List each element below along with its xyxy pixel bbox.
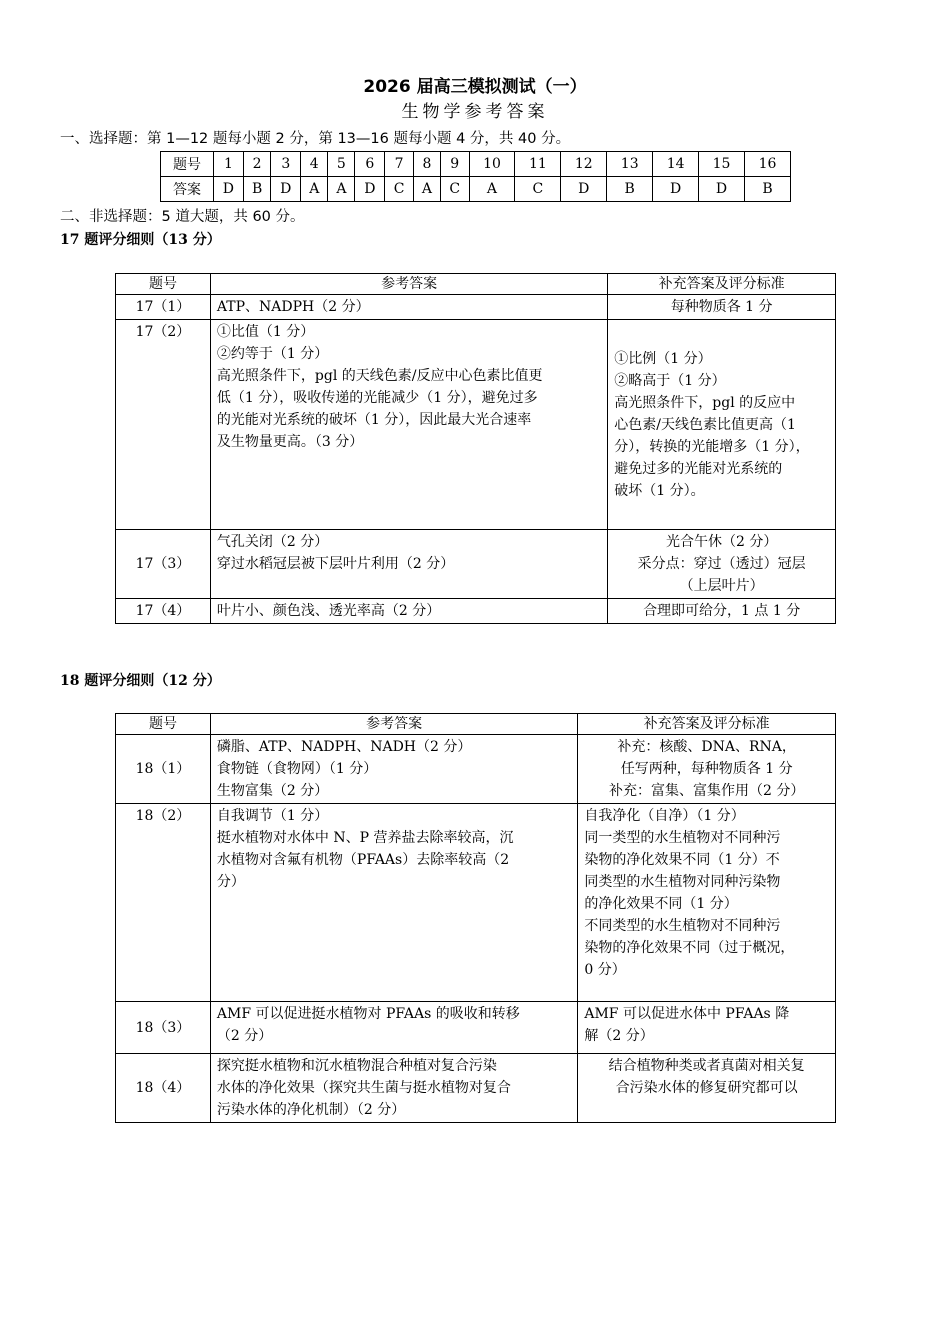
scoring-line: ②略高于（1 分） xyxy=(614,372,726,389)
answer-line: 水植物对含氟有机物（PFAAs）去除率较高（2 xyxy=(216,852,510,868)
answer-cell: C xyxy=(385,177,414,202)
reference-answer-cell xyxy=(210,320,607,530)
answer-cell: B xyxy=(243,177,271,202)
answer-line: ①比值（1 分） xyxy=(216,324,315,340)
reference-answer-cell xyxy=(210,1002,577,1054)
answer-line: 食物链（食物网）（1 分） xyxy=(216,761,378,777)
answer-cell: A xyxy=(301,177,328,202)
answer-line: 水体的净化效果（探究共生菌与挺水植物对复合 xyxy=(216,1080,511,1096)
answer-line: ATP、NADPH（2 分） xyxy=(216,299,370,315)
q17-row xyxy=(116,530,836,599)
q18-table xyxy=(115,713,836,1123)
scoring-line: 光合午休（2 分） xyxy=(665,534,778,550)
reference-answer-cell xyxy=(210,735,577,804)
q17-header-row xyxy=(116,274,836,295)
header-question-no: 题号 xyxy=(116,714,211,735)
answer-line: 高光照条件下，pgl 的天线色素/反应中心色素比值更 xyxy=(216,368,543,384)
question-no-cell: 18（1） xyxy=(116,735,211,804)
answer-cell: C xyxy=(515,177,561,202)
answer-cell: B xyxy=(744,177,790,202)
reference-answer-cell xyxy=(210,599,607,624)
answer-line: ②约等于（1 分） xyxy=(216,346,329,362)
answer-cell: D xyxy=(271,177,301,202)
answer-key-table xyxy=(160,151,791,202)
scoring-line: 同一类型的水生植物对不同种污 xyxy=(584,830,781,846)
question-number-cell: 1 xyxy=(214,152,244,177)
scoring-line: （上层叶片） xyxy=(679,578,764,594)
q18-header-row xyxy=(116,714,836,735)
q17-heading: 17 题评分细则（13 分） xyxy=(60,232,221,248)
scoring-line: 高光照条件下，pgl 的反应中 xyxy=(614,394,796,411)
scoring-line: ①比例（1 分） xyxy=(614,350,712,367)
scoring-line: 补充：核酸、DNA、RNA， xyxy=(617,739,796,755)
scoring-line: 合理即可给分，1 点 1 分 xyxy=(643,603,801,619)
scoring-line: 避免过多的光能对光系统的 xyxy=(614,460,783,477)
reference-answer-cell xyxy=(210,1054,577,1123)
header-reference-answer: 参考答案 xyxy=(210,714,577,735)
answer-line: 气孔关闭（2 分） xyxy=(216,534,329,550)
answer-line: 分） xyxy=(216,874,245,890)
q17-row xyxy=(116,599,836,624)
question-number-cell: 8 xyxy=(413,152,440,177)
question-number-cell: 4 xyxy=(301,152,328,177)
question-number-cell: 16 xyxy=(744,152,790,177)
question-no-cell: 18（3） xyxy=(116,1002,211,1054)
q17-row xyxy=(116,320,836,530)
scoring-line: 不同类型的水生植物对不同种污 xyxy=(584,918,781,934)
header-reference-answer: 参考答案 xyxy=(210,274,607,295)
question-no-cell: 17（3） xyxy=(116,530,211,599)
scoring-standard-cell xyxy=(578,735,836,804)
answer-cell: D xyxy=(214,177,244,202)
answer-cell: D xyxy=(699,177,745,202)
scoring-standard-cell xyxy=(608,295,836,320)
question-number-cell: 15 xyxy=(699,152,745,177)
scoring-line: 心色素/天线色素比值更高（1 xyxy=(614,416,796,433)
scoring-standard-cell xyxy=(608,530,836,599)
header-scoring-standard: 补充答案及评分标准 xyxy=(608,274,836,295)
question-number-cell: 9 xyxy=(440,152,469,177)
scoring-line: 0 分） xyxy=(584,962,626,978)
scoring-line: 每种物质各 1 分 xyxy=(670,299,773,315)
scoring-line: 结合植物种类或者真菌对相关复 xyxy=(608,1058,805,1074)
scoring-line: 分），转换的光能增多（1 分）， xyxy=(614,438,810,455)
answer-line: 生物富集（2 分） xyxy=(216,783,329,799)
scoring-line: 染物的净化效果不同（过于概况， xyxy=(584,940,795,956)
answer-row xyxy=(161,177,791,202)
question-no-cell: 17（4） xyxy=(116,599,211,624)
answer-cell: B xyxy=(607,177,653,202)
answer-line: 探究挺水植物和沉水植物混合种植对复合污染 xyxy=(216,1058,497,1074)
scoring-line: 任写两种，每种物质各 1 分 xyxy=(620,761,793,777)
answer-cell: A xyxy=(469,177,515,202)
answer-line: 的光能对光系统的破坏（1 分），因此最大光合速率 xyxy=(216,412,532,428)
q18-row xyxy=(116,804,836,1002)
answer-cell: C xyxy=(440,177,469,202)
answer-line: AMF 可以促进挺水植物对 PFAAs 的吸收和转移 xyxy=(216,1006,520,1022)
question-number-cell: 13 xyxy=(607,152,653,177)
scoring-line: 合污染水体的修复研究都可以 xyxy=(615,1080,798,1096)
answer-cell: D xyxy=(561,177,607,202)
answer-line: 自我调节（1 分） xyxy=(216,808,329,824)
header-question-no: 题号 xyxy=(116,274,211,295)
scoring-standard-cell xyxy=(578,1054,836,1123)
header-scoring-standard: 补充答案及评分标准 xyxy=(578,714,836,735)
scoring-line: 染物的净化效果不同（1 分）不 xyxy=(584,852,780,868)
scoring-line: 解（2 分） xyxy=(584,1028,654,1044)
answer-cell: D xyxy=(355,177,385,202)
scoring-line: 补充：富集、富集作用（2 分） xyxy=(609,783,805,799)
answer-line: 污染水体的净化机制）（2 分） xyxy=(216,1102,406,1118)
answer-line: 叶片小、颜色浅、透光率高（2 分） xyxy=(216,603,441,619)
page-subtitle: 生物学参考答案 xyxy=(401,102,549,122)
question-no-cell: 18（2） xyxy=(116,804,211,1002)
answer-line: 穿过水稻冠层被下层叶片利用（2 分） xyxy=(216,556,455,572)
scoring-line: AMF 可以促进水体中 PFAAs 降 xyxy=(584,1006,790,1022)
q18-row xyxy=(116,735,836,804)
scoring-line: 同类型的水生植物对同种污染物 xyxy=(584,874,781,890)
answer-cell: A xyxy=(413,177,440,202)
question-no-cell: 18（4） xyxy=(116,1054,211,1123)
answer-line: 低（1 分），吸收传递的光能减少（1 分），避免过多 xyxy=(216,390,538,406)
question-number-cell: 12 xyxy=(561,152,607,177)
q18-row xyxy=(116,1054,836,1123)
answer-line: （2 分） xyxy=(216,1028,273,1044)
q18-row xyxy=(116,1002,836,1054)
section2-heading: 二、非选择题：5 道大题，共 60 分。 xyxy=(60,209,305,225)
q17-row xyxy=(116,295,836,320)
scoring-line: 破坏（1 分）。 xyxy=(614,482,705,499)
question-number-row xyxy=(161,152,791,177)
reference-answer-cell xyxy=(210,804,577,1002)
question-number-cell: 14 xyxy=(653,152,699,177)
question-number-cell: 5 xyxy=(328,152,355,177)
question-number-cell: 6 xyxy=(355,152,385,177)
section1-heading: 一、选择题：第 1—12 题每小题 2 分，第 13—16 题每小题 4 分，共 40 分。 xyxy=(60,131,571,147)
question-no-cell: 17（1） xyxy=(116,295,211,320)
answer-line: 挺水植物对水体中 N、P 营养盐去除率较高，沉 xyxy=(216,830,514,846)
question-no-cell: 17（2） xyxy=(116,320,211,530)
reference-answer-cell xyxy=(210,530,607,599)
page-title: 2026 届高三模拟测试（一） xyxy=(363,77,587,97)
question-number-cell: 11 xyxy=(515,152,561,177)
scoring-standard-cell xyxy=(578,1002,836,1054)
scoring-line: 的净化效果不同（1 分） xyxy=(584,896,738,912)
q17-table xyxy=(115,273,836,624)
scoring-line: 采分点：穿过（透过）冠层 xyxy=(637,556,806,572)
scoring-standard-cell xyxy=(608,599,836,624)
answer-line: 及生物量更高。（3 分） xyxy=(216,434,364,450)
question-number-cell: 2 xyxy=(243,152,271,177)
scoring-standard-cell xyxy=(578,804,836,1002)
row-label-answer: 答案 xyxy=(161,177,214,202)
question-number-cell: 3 xyxy=(271,152,301,177)
reference-answer-cell xyxy=(210,295,607,320)
question-number-cell: 7 xyxy=(385,152,414,177)
row-label-question: 题号 xyxy=(161,152,214,177)
answer-cell: A xyxy=(328,177,355,202)
question-number-cell: 10 xyxy=(469,152,515,177)
answer-line: 磷脂、ATP、NADPH、NADH（2 分） xyxy=(216,739,472,755)
q18-heading: 18 题评分细则（12 分） xyxy=(60,673,221,689)
answer-cell: D xyxy=(653,177,699,202)
scoring-line: 自我净化（自净）（1 分） xyxy=(584,808,745,824)
scoring-standard-cell xyxy=(608,320,836,530)
